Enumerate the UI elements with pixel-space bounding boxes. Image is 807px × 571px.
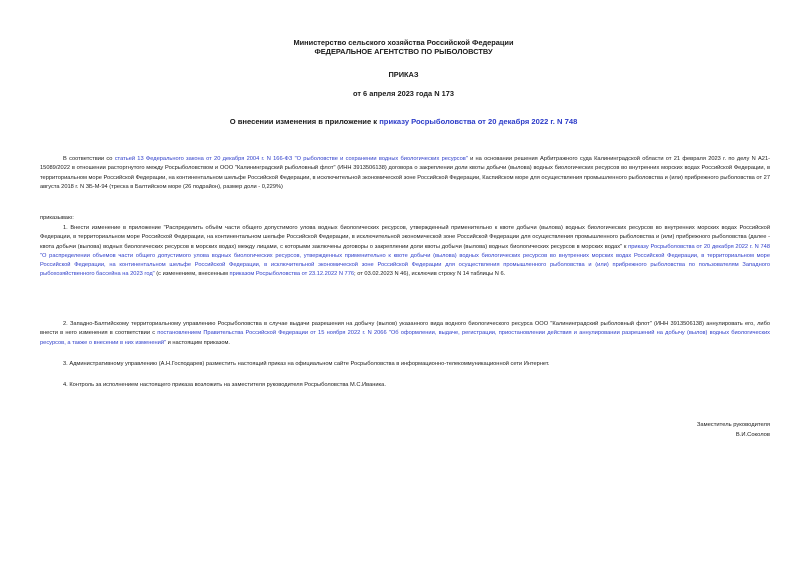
doc-type-heading: ПРИКАЗ: [388, 70, 419, 79]
order-748-link[interactable]: приказу Росрыболовства от 20 декабря 2022 г. N 748 "О распределении объемов части общего допустимого улова водных биологических ресурсов, утвержденных применительно к квоте добычи (вылова) водных биологических ресурсов во внутренних морских водах Российской Федерации, в территориальном море Российской Федерации, на континентальном шельфе Российской Федерации, в исключительной экономической зоне Российской Федерации для осуществления промышленного рыболовства и (или) прибрежного рыболовства по пользователям Западного рыбохозяйственного бассейна на 2023 год": [40, 243, 770, 278]
item-3-paragraph: 3. Административному управлению (А.Н.Господарев) разместить настоящий приказ на официальном сайте Росрыболовства в информационно-телекоммуникационной сети Интернет.: [63, 361, 550, 367]
date-number-heading: от 6 апреля 2023 года N 173: [353, 89, 454, 98]
signatory-position: Заместитель руководителя: [696, 422, 770, 428]
item-1-text-3: ; от 03.02.2023 N 46), исключив строку N 14 таблицы N 6.: [354, 271, 506, 278]
federal-law-link[interactable]: статьей 13 Федерального закона от 20 декабря 2004 г. N 166-ФЗ "О рыболовстве и сохранении водных биологических ресурсов": [114, 156, 468, 162]
preamble-text-2: и на основании решения Арбитражного суда Калининградской области от 21 февраля 2023 г. по делу N А21-15089/2022 в отношении расторгнутого между Росрыболовством и ООО "Калининградский рыболовный флот" (ИНН 3913506138) договора о закреплении доли квоты добычи (вылова) водных биологических ресурсов во внутренних морских водах Российской Федерации, в территориальном море Российской Федерации, на континентальном шельфе Российской Федерации, в исключительной экономической зоне Российской Федерации, Каспийском море для осуществления промышленного рыболовства и (или) прибрежного рыболовства от 27 августа 2018 г. N ЗБ-М-94 (треска в Балтийском море (26 подрайон), размер доли - 0,229%): [40, 156, 770, 190]
item-1-paragraph: [40, 224, 770, 280]
title-order-link[interactable]: приказу Росрыболовства от 20 декабря 2022 г. N 748: [379, 117, 578, 126]
preamble-paragraph: [40, 155, 770, 192]
item-1-text-2: (с изменением, внесенным: [154, 271, 230, 278]
government-decree-link[interactable]: постановлением Правительства Российской Федерации от 15 ноября 2022 г. N 2066 "Об оформлении, выдаче, регистрации, приостановлении действия и аннулировании разрешений на добычу (вылов) водных биологических ресурсов, а также о внесении в них изменений": [40, 330, 770, 346]
document-title: [0, 117, 807, 126]
agency-heading: ФЕДЕРАЛЬНОЕ АГЕНТСТВО ПО РЫБОЛОВСТВУ: [314, 47, 493, 56]
order-word: приказываю:: [40, 215, 74, 221]
signature-block: [697, 421, 770, 441]
item-2-text-1: 2. Западно-Балтийскому территориальному управлению Росрыболовства в случае выдачи разрешения на добычу (вылов) указанного вида водного биологического ресурса ООО "Калининградский рыболовный флот" (ИНН 3913506138) аннулировать его, либо внести в него изменения в соответствии с: [40, 321, 770, 337]
item-1-text-1: 1. Внести изменение в приложение "Распределить объём части общего допустимого улова водных биологических ресурсов, утвержденный применительно к квоте добычи (вылова) водных биологических ресурсов во внутренних морских водах Российской Федерации, в территориальном море Российской Федерации, на континентальном шельфе Российской Федерации, в исключительной экономической зоне Российской Федерации для осуществления промышленного рыболовства и (или) прибрежного рыболовства (далее - квота добычи (вылова) водных биологических ресурсов в морских водах) между лицами, с которыми заключены договоры о закреплении доли квоты добычи (вылова) водных биологических ресурсов в морских водах" к: [40, 225, 770, 250]
item-2-text-2: и настоящим приказом.: [166, 339, 230, 346]
ministry-heading: Министерство сельского хозяйства Российской Федерации: [293, 38, 514, 47]
item-2-paragraph: [40, 320, 770, 348]
preamble-text-1: В соответствии со: [63, 156, 115, 162]
signatory-name: В.И.Соколов: [735, 431, 770, 438]
order-776-link[interactable]: приказом Росрыболовства от 23.12.2022 N 776: [229, 271, 355, 278]
item-4-paragraph: 4. Контроль за исполнением настоящего приказа возложить на заместителя руководителя Росрыболовства М.С.Иваника.: [63, 382, 386, 388]
title-prefix: О внесении изменения в приложение к: [229, 117, 380, 126]
